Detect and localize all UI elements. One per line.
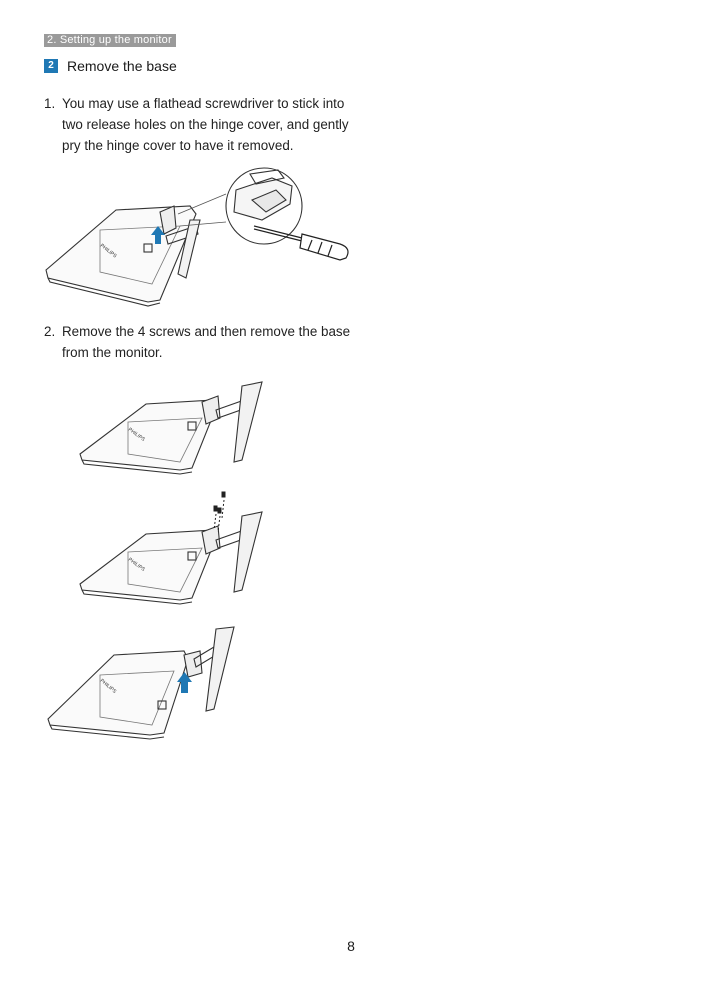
- monitor-illustration: [80, 382, 262, 474]
- figure-remove-base: [44, 625, 244, 740]
- brand-logo-text: PHILIPS: [126, 426, 146, 443]
- monitor-illustration: [80, 512, 262, 604]
- step-text: Remove the 4 screws and then remove the base from the monitor.: [62, 324, 351, 360]
- monitor-illustration: [48, 627, 234, 739]
- instruction-step-1: [44, 93, 364, 156]
- figure-remove-hinge-cover: [40, 160, 370, 310]
- section-heading: [44, 58, 177, 74]
- step-text: You may use a flathead screwdriver to stick into two release holes on the hinge cover, and gently pry the hinge cover to have it removed.: [62, 96, 349, 153]
- section-title: Remove the base: [67, 58, 177, 74]
- brand-logo-text: PHILIPS: [98, 242, 118, 260]
- magnifier-detail-circle: [226, 168, 302, 244]
- step-number: 2.: [44, 324, 56, 339]
- figure-monitor-with-base: [76, 380, 276, 480]
- screw-icons: [214, 492, 225, 532]
- brand-logo-text: PHILIPS: [98, 677, 118, 695]
- step-number: 1.: [44, 96, 56, 111]
- section-breadcrumb: 2. Setting up the monitor: [44, 34, 176, 47]
- brand-logo-text: PHILIPS: [126, 556, 146, 573]
- figure-remove-screws: [76, 490, 276, 610]
- instruction-step-2: [44, 321, 364, 363]
- page-number: 8: [347, 938, 355, 954]
- monitor-illustration: [46, 194, 226, 306]
- step-badge: 2: [44, 59, 58, 73]
